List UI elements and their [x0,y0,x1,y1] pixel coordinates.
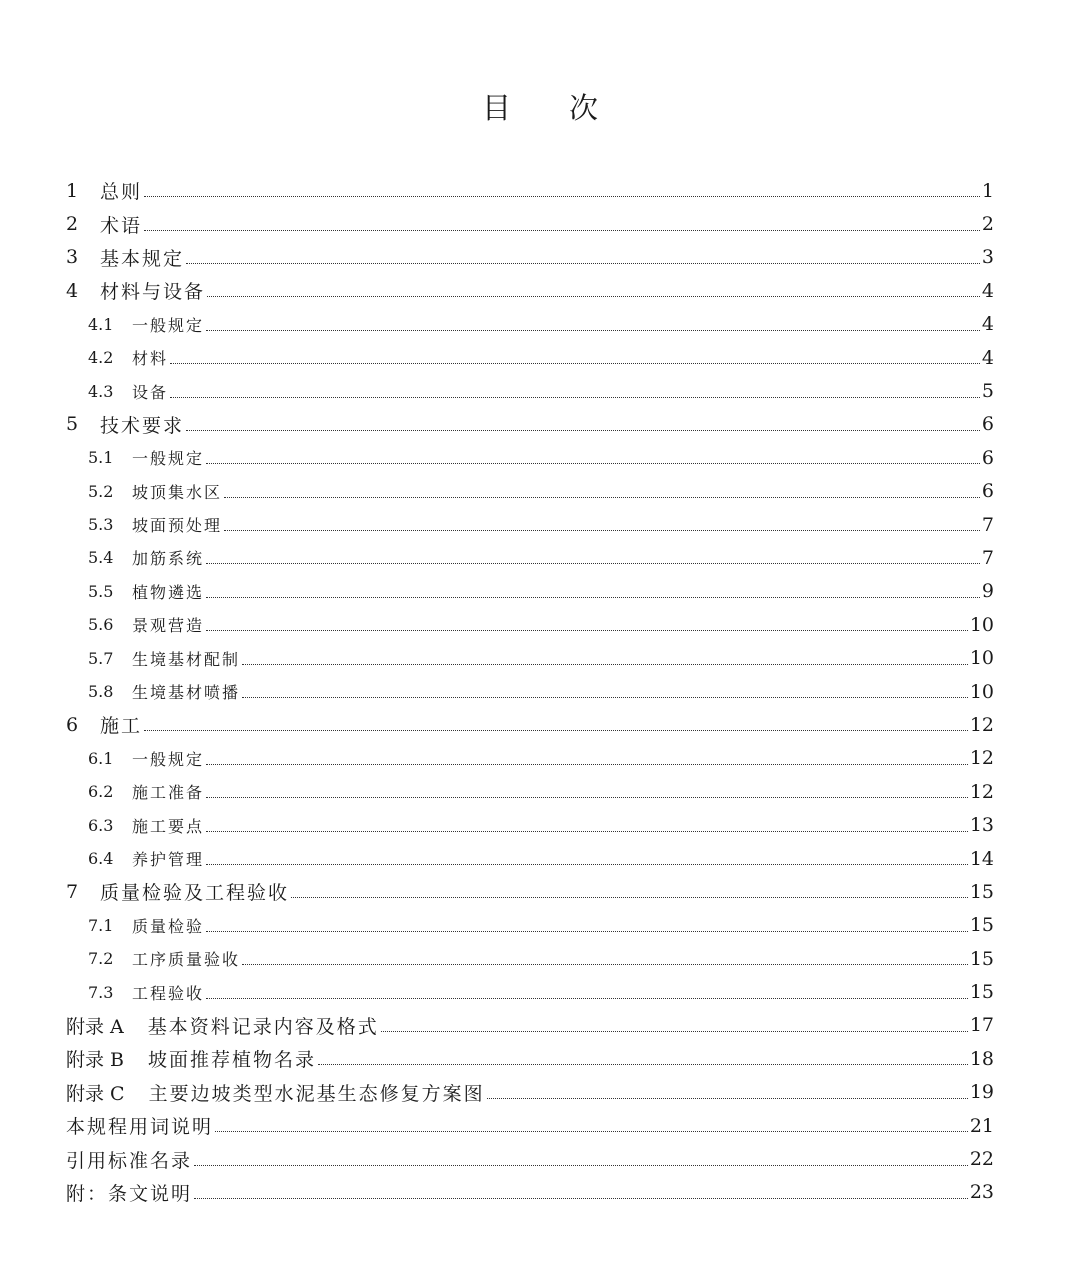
toc-entry-page-number: 15 [969,914,994,937]
toc-entry-label: 植物遴选 [132,582,205,602]
toc-entry-page-number: 2 [981,213,994,236]
toc-entry-number: 4.2 [88,348,114,368]
toc-entry-page-number: 18 [969,1047,994,1070]
toc-entry-page-number: 4 [981,346,994,369]
dot-leader [206,597,980,598]
dot-leader [144,730,968,731]
table-of-contents [66,174,994,1209]
toc-entry[interactable] [66,775,994,808]
toc-entry-number: 5.5 [88,581,114,601]
dot-leader [215,1131,968,1132]
toc-entry-label: 引用标准名录 [66,1149,193,1172]
dot-leader [224,497,980,498]
toc-entry-label: 施工准备 [132,783,205,803]
toc-entry-number: 4.1 [88,314,114,334]
toc-entry-number: 5.3 [88,515,114,535]
dot-leader [206,931,968,932]
toc-entry-number: 3 [66,246,79,269]
toc-entry-number: 6.3 [88,815,114,835]
dot-leader [206,630,968,631]
toc-entry-page-number: 9 [981,580,994,603]
toc-entry[interactable] [66,541,994,574]
toc-entry-page-number: 13 [969,814,994,837]
toc-entry[interactable] [66,1076,994,1109]
toc-entry-label: 一般规定 [132,449,205,469]
toc-entry-page-number: 10 [969,613,994,636]
toc-entry-label: 坡面预处理 [132,516,223,536]
toc-entry-page-number: 21 [969,1114,994,1137]
toc-entry-number: 5.2 [88,481,114,501]
toc-entry-number: 附录 B [66,1049,125,1072]
toc-entry-page-number: 23 [969,1181,994,1204]
toc-entry-page-number: 10 [969,680,994,703]
toc-entry-page-number: 12 [969,780,994,803]
toc-entry-label: 设备 [132,382,169,402]
toc-entry[interactable] [66,241,994,274]
toc-entry[interactable] [66,708,994,741]
toc-entry[interactable] [66,1142,994,1175]
toc-entry-label: 质量检验 [132,916,205,936]
page-title [0,86,1080,127]
toc-entry-page-number: 4 [981,279,994,302]
dot-leader [206,463,980,464]
dot-leader [206,764,968,765]
title-char-1: 目 [481,91,511,125]
toc-entry-number: 1 [66,179,79,202]
dot-leader [144,196,980,197]
dot-leader [242,964,968,965]
toc-entry[interactable] [66,808,994,841]
toc-entry-page-number: 14 [969,847,994,870]
toc-entry[interactable] [66,374,994,407]
toc-entry-label: 养护管理 [132,850,205,869]
dot-leader [224,530,980,531]
toc-entry-label: 一般规定 [132,749,205,769]
toc-entry-number: 5.4 [88,548,114,568]
toc-entry-page-number: 17 [969,1014,994,1037]
toc-entry[interactable] [66,308,994,341]
toc-entry-page-number: 5 [981,380,994,403]
toc-entry-page-number: 1 [981,179,994,202]
toc-entry-number: 2 [66,213,79,236]
toc-entry-page-number: 7 [981,513,994,536]
dot-leader [242,664,968,665]
toc-entry-label: 基本资料记录内容及格式 [147,1015,379,1038]
toc-entry[interactable] [66,441,994,474]
toc-entry[interactable] [66,1109,994,1142]
dot-leader [207,296,980,297]
toc-entry-label: 坡顶集水区 [132,482,223,502]
toc-entry-label: 工序质量验收 [132,950,241,970]
toc-entry-number: 4.3 [88,381,114,401]
toc-entry-label: 主要边坡类型水泥基生态修复方案图 [148,1082,485,1105]
dot-leader [144,230,980,231]
toc-entry-label: 坡面推荐植物名录 [148,1049,317,1072]
toc-entry-page-number: 6 [981,480,994,503]
toc-entry-page-number: 19 [969,1081,994,1104]
toc-entry-number: 7.1 [88,915,114,935]
toc-entry-page-number: 7 [981,546,994,569]
toc-entry[interactable] [66,909,994,942]
toc-entry-number: 附录 A [66,1015,124,1038]
toc-entry[interactable] [66,1042,994,1075]
toc-entry-page-number: 6 [981,413,994,436]
toc-entry[interactable] [66,742,994,775]
dot-leader [206,998,968,999]
dot-leader [206,864,968,865]
dot-leader [186,430,980,431]
toc-entry[interactable] [66,274,994,307]
toc-entry[interactable] [66,1176,994,1209]
toc-entry-label: 本规程用词说明 [66,1116,214,1139]
toc-entry-page-number: 3 [981,246,994,269]
toc-entry-label: 景观营造 [132,616,205,636]
toc-entry[interactable] [66,675,994,708]
dot-leader [242,697,968,698]
toc-entry-page-number: 4 [981,313,994,336]
toc-entry[interactable] [66,408,994,441]
toc-entry-page-number: 10 [969,647,994,670]
toc-entry[interactable] [66,207,994,240]
toc-entry-label: 总则 [100,181,143,204]
dot-leader [206,563,980,564]
dot-leader [381,1031,968,1032]
toc-entry-label: 质量检验及工程验收 [100,882,290,905]
toc-entry-label: 基本规定 [100,247,185,270]
toc-entry-label: 技术要求 [100,414,185,437]
toc-entry-number: 6.4 [88,849,114,868]
toc-entry-label: 施工要点 [132,816,205,836]
toc-entry[interactable] [66,1009,994,1042]
toc-entry-label: 附：条文说明 [66,1182,193,1205]
dot-leader [194,1198,968,1199]
dot-leader [487,1098,968,1099]
toc-entry-label: 术语 [100,214,143,237]
toc-entry-page-number: 22 [969,1148,994,1171]
toc-entry-number: 6.2 [88,782,114,802]
toc-entry-number: 5.8 [88,682,114,702]
toc-entry-label: 加筋系统 [132,549,205,569]
toc-entry[interactable] [66,174,994,207]
toc-entry[interactable] [66,842,994,875]
toc-entry-number: 7.3 [88,982,114,1002]
dot-leader [194,1165,968,1166]
toc-entry[interactable] [66,608,994,641]
toc-entry-label: 材料与设备 [100,281,206,304]
toc-entry-label: 材料 [132,349,169,369]
toc-entry-label: 施工 [100,715,143,738]
toc-entry-number: 附录 C [66,1082,125,1105]
dot-leader [206,831,968,832]
toc-entry[interactable] [66,575,994,608]
dot-leader [170,397,980,398]
dot-leader [206,330,980,331]
title-char-2: 次 [569,91,599,125]
toc-entry[interactable] [66,641,994,674]
dot-leader [206,797,968,798]
toc-entry-number: 7 [66,880,79,903]
toc-entry-number: 5.1 [88,448,114,468]
toc-entry-page-number: 15 [969,880,994,903]
dot-leader [186,263,980,264]
toc-entry-number: 5.7 [88,648,114,668]
toc-entry[interactable] [66,975,994,1008]
toc-entry-number: 5.6 [88,615,114,635]
dot-leader [170,363,980,364]
toc-entry-label: 生境基材喷播 [132,683,241,703]
toc-entry-number: 6.1 [88,748,114,768]
dot-leader [291,897,968,898]
toc-entry[interactable] [66,942,994,975]
toc-entry-number: 7.2 [88,949,114,969]
toc-entry-number: 4 [66,279,79,302]
toc-entry-page-number: 6 [981,446,994,469]
toc-entry[interactable] [66,475,994,508]
toc-entry-number: 5 [66,413,79,436]
toc-entry-number: 6 [66,713,79,736]
toc-entry-label: 生境基材配制 [132,649,241,669]
toc-entry-page-number: 12 [969,713,994,736]
toc-entry-page-number: 15 [969,981,994,1004]
toc-entry[interactable] [66,875,994,908]
dot-leader [318,1064,968,1065]
toc-entry-label: 一般规定 [132,315,205,335]
toc-entry[interactable] [66,508,994,541]
toc-entry-page-number: 15 [969,947,994,970]
toc-entry-page-number: 12 [969,747,994,770]
toc-entry[interactable] [66,341,994,374]
toc-entry-label: 工程验收 [132,983,205,1003]
